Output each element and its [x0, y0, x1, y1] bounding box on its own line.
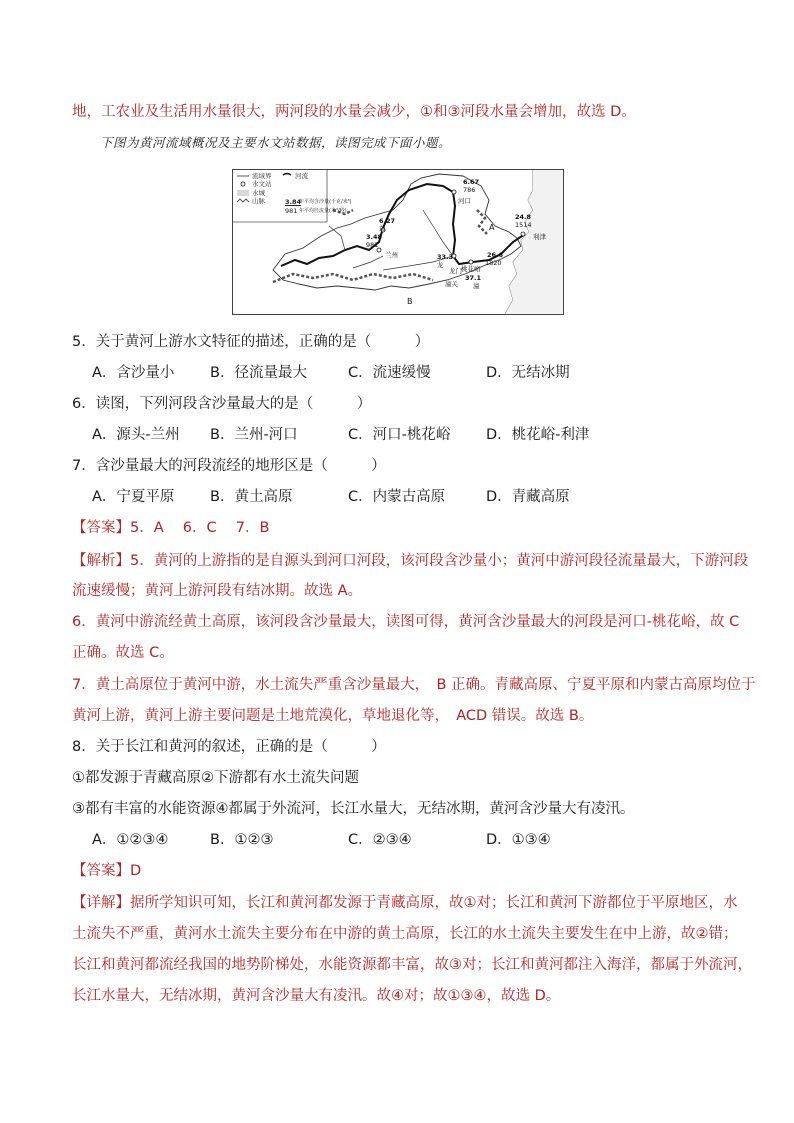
station-lijin	[521, 232, 525, 236]
label-hekou: 河口	[458, 197, 471, 205]
label-lijin: 利津	[533, 233, 546, 241]
explanation-6-line-1: 6．黄河中游流经黄土高原，该河段含沙量最大，读图可得，黄河含沙量最大的河段是河口-桃花峪，故 C	[72, 614, 740, 630]
label-s7b: 潼	[473, 282, 480, 290]
legend-mountain-label: 山脉	[252, 197, 265, 205]
detail-line-3: 长江和黄河都流经我国的地势阶梯处，水能资源都丰富，故③对；长江和黄河都注入海洋，都属于外流河，	[72, 957, 752, 973]
legend-mountain-swatch	[237, 199, 249, 202]
answer-tag: 【答案】	[72, 863, 130, 879]
label-b: B	[407, 297, 413, 306]
answer-8	[72, 861, 141, 881]
q6-option-d: D．桃花峪-利津	[486, 427, 590, 443]
label-taohuayu: 桃花峪	[461, 265, 481, 273]
explanation-7-line-1: 7．黄土高原位于黄河中游，水土流失严重含沙量最大， B 正确。青藏高原、宁夏平原和内蒙古高原均位于	[72, 677, 756, 693]
legend-sample-flow-label: 年平均径流量(米³/秒)	[299, 208, 347, 214]
legend-city-swatch	[237, 190, 249, 196]
detail-text: 据所学知识可知，长江和黄河都发源于青藏高原，故①对；长江和黄河下游都位于平原地区，水	[130, 895, 738, 911]
detail-line-4: 长江水量大，无结冰期，黄河含沙量大有凌汛。故④对；故①③④，故选 D。	[72, 988, 561, 1004]
label-s7a: 37.1	[465, 274, 482, 282]
label-lanzhou: 兰州	[385, 251, 398, 259]
label-s2b: 益	[379, 224, 386, 232]
label-s2a: 6.27	[379, 217, 396, 225]
legend-sample-sed: 3.84	[285, 198, 302, 206]
intro-text: 下图为黄河流域概况及主要水文站数据，读图完成下面小题。	[100, 135, 452, 150]
q5-option-a: A．含沙量小	[92, 365, 175, 381]
label-s6b: 1820	[485, 259, 502, 267]
q5-option-d: D．无结冰期	[486, 365, 570, 381]
q8-option-c: C．②③④	[348, 832, 412, 848]
legend-station-dot	[241, 182, 245, 186]
q7-option-d: D．青藏高原	[486, 489, 570, 505]
line-0: 地，工农业及生活用水量很大，两河段的水量会减少，①和③河段水量会增加，故选 D。	[72, 104, 636, 120]
label-a: A	[489, 223, 495, 232]
q5-option-c: C．流速缓慢	[348, 365, 431, 381]
detail-tag: 【详解】	[72, 895, 130, 911]
q5-option-b: B．径流量最大	[210, 365, 307, 381]
question-6: 6．读图，下列河段含沙量最大的是（ ）	[72, 396, 372, 412]
station-taohuayu	[469, 260, 473, 264]
answer-tag: 【答案】	[72, 520, 130, 536]
explanation-7-line-2: 黄河上游，黄河上游主要问题是土地荒漠化，草地退化等， ACD 错误。故选 B。	[72, 708, 594, 724]
station-hekou	[452, 190, 456, 194]
explanation-text: 5．黄河的上游指的是自源头到河口河段，该河段含沙量小；黄河中游河段径流量最大，下游河段	[130, 553, 749, 569]
legend-river-label: 河流	[295, 172, 308, 180]
label-s6a: 26.6	[487, 251, 504, 259]
q8-option-a: A．①②③④	[92, 832, 169, 848]
q6-option-a: A．源头-兰州	[92, 427, 180, 443]
question-7: 7．含沙量最大的河段流经的地形区是（ ）	[72, 458, 386, 474]
label-s3a: 3.48	[366, 233, 383, 241]
map-drawing	[233, 170, 563, 314]
label-tongguan: 潼关	[445, 280, 458, 288]
answer-text: D	[130, 863, 142, 879]
q6-option-c: C．河口-桃花峪	[348, 427, 451, 443]
legend-sample-sed-label: 年平均含沙量(千克/米³)	[299, 199, 352, 205]
label-s4a: 24.8	[515, 213, 532, 221]
q7-option-c: C．内蒙古高原	[348, 489, 446, 505]
detail-line-2: 土流失不严重，黄河水土流失主要分布在中游的黄土高原，长江的水土流失主要发生在中上游，故②错；	[72, 926, 738, 942]
label-s1a: 6.67	[463, 178, 480, 186]
q8-statement-1: ①都发源于青藏高原②下游都有水土流失问题	[72, 770, 359, 786]
explanation-6-line-2: 正确。故选 C。	[72, 645, 174, 661]
basin-boundary	[273, 174, 521, 290]
q8-statement-2: ③都有丰富的水能资源④都属于外流河，长江水量大，无结冰期，黄河含沙量大有凌汛。	[72, 801, 635, 817]
legend-sample-flow: 981	[285, 207, 298, 215]
legend-city-label: 水城	[252, 189, 265, 197]
legend-river-swatch	[283, 174, 291, 176]
answer-text: 5．A 6．C 7．B	[130, 520, 270, 536]
question-5: 5．关于黄河上游水文特征的描述，正确的是（ ）	[72, 334, 430, 350]
label-s4b: 1514	[515, 221, 532, 229]
label-s5b: 龙	[437, 261, 444, 269]
yellow-river-basin-map	[232, 169, 564, 315]
legend-boundary-label: 流域界	[252, 172, 272, 180]
label-s3b: 981	[366, 241, 379, 249]
explanation-5-line-2: 流速缓慢；黄河上游河段有结冰期。故选 A。	[72, 583, 363, 599]
answer-5-7	[72, 518, 269, 538]
detail-line-1	[72, 893, 738, 913]
legend-station-label: 水文站	[252, 180, 272, 188]
q6-option-b: B．兰州-河口	[210, 427, 298, 443]
label-s1b: 786	[463, 186, 476, 194]
q7-option-a: A．宁夏平原	[92, 489, 175, 505]
q8-option-b: B．①②③	[210, 832, 274, 848]
label-longmen: 龙门	[449, 267, 462, 275]
explanation-5-line-1	[72, 551, 748, 571]
explanation-tag: 【解析】	[72, 553, 130, 569]
q7-option-b: B．黄土高原	[210, 489, 293, 505]
label-s5a: 33.3	[437, 253, 454, 261]
question-8: 8．关于长江和黄河的叙述，正确的是（ ）	[72, 739, 386, 755]
q8-option-d: D．①③④	[486, 832, 551, 848]
